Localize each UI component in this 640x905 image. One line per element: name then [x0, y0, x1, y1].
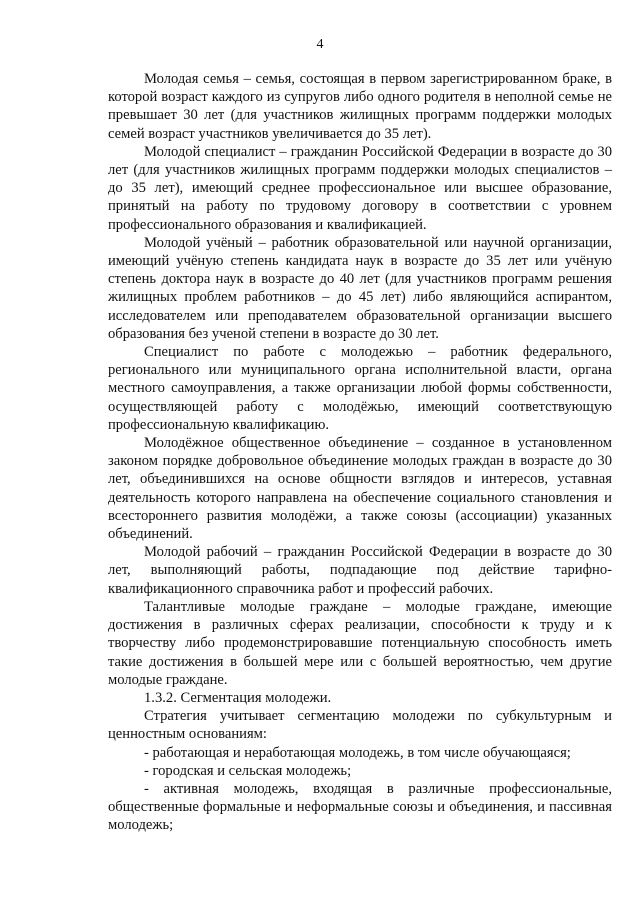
definition-young-specialist: Молодой специалист – гражданин Российской Федерации в возрасте до 30 лет (для участников жилищных программ поддержки молодых специалистов – до 35 лет), имеющий среднее профессиональное или высшее образование, принятый на работу по трудовому договору в соответствии с уровнем профессионального образования и квалификацией.	[108, 143, 612, 233]
definition-youth-work-specialist: Специалист по работе с молодежью – работник федерального, регионального или муниципального органа исполнительной власти, органа местного самоуправления, а также организации любой формы собственности, осуществляющей работу с молодёжью, имеющий соответствующую профессиональную квалификацию.	[108, 344, 612, 433]
definition-youth-association: Молодёжное общественное объединение – созданное в установленном законом порядке добровольное объединение молодых граждан в возрасте до 30 лет, объединившихся на основе общности взглядов и интересов, уставная деятельность которого направлена на обеспечение социального становления и всестороннего развития молодёжи, а также союзы (ассоциации) указанных объединений.	[108, 435, 612, 543]
section-intro: Стратегия учитывает сегментацию молодежи по субкультурным и ценностным основаниям:	[108, 708, 612, 743]
list-item: - работающая и неработающая молодежь, в том числе обучающаяся;	[144, 744, 571, 761]
definition-young-scientist: Молодой учёный – работник образовательной или научной организации, имеющий учёную степень кандидата наук в возрасте до 35 лет или учёную степень доктора наук в возрасте до 40 лет (для участников программ решения жилищных проблем работников – до 45 лет) либо являющийся аспирантом, исследователем или преподавателем образовательной организации высшего образования без ученой степени в возрасте до 30 лет.	[108, 234, 612, 342]
page-number: 4	[316, 37, 324, 52]
definition-young-family: Молодая семья – семья, состоящая в первом зарегистрированном браке, в которой возраст каждого из супругов либо одного родителя в неполной семье не превышает 30 лет (для участников жилищных программ поддержки молодых семей возраст участников увеличивается до 35 лет).	[108, 71, 612, 142]
list-item: - активная молодежь, входящая в различные профессиональные, общественные формальные и неформальные союзы и объединения, и пассивная молодежь;	[108, 780, 612, 834]
section-heading: 1.3.2. Сегментация молодежи.	[144, 689, 332, 706]
definition-young-worker: Молодой рабочий – гражданин Российской Федерации в возрасте до 30 лет, выполняющий работы, подпадающие под действие тарифно-квалификационного справочника работ и профессий рабочих.	[108, 544, 612, 597]
body-text	[108, 70, 612, 835]
definition-talented-youth: Талантливые молодые граждане – молодые граждане, имеющие достижения в различных сферах реализации, способности к труду и к творчеству либо продемонстрировавшие потенциальную способность иметь такие достижения в большей мере или с большей вероятностью, чем другие молодые граждане.	[108, 598, 612, 688]
list-item: - городская и сельская молодежь;	[144, 762, 352, 779]
